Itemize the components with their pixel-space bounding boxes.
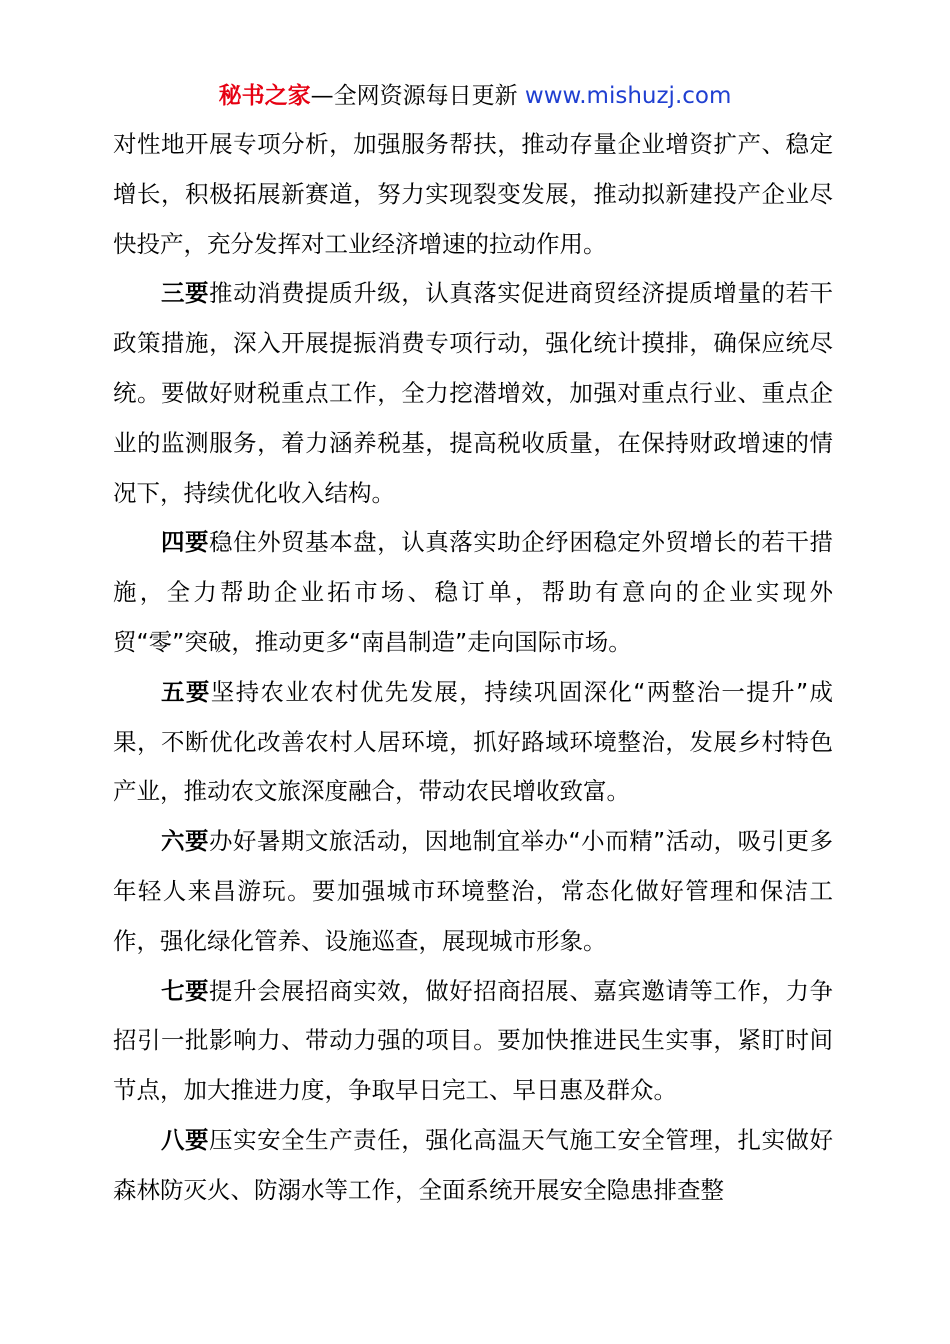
paragraph-lead: 六要 <box>161 827 209 856</box>
document-body <box>113 120 833 1216</box>
brand-name: 秘书之家 <box>218 83 311 109</box>
paragraph-text: 推动消费提质升级，认真落实促进商贸经济提质增量的若干政策措施，深入开展提振消费专项行动，强化统计摸排，确保应统尽统。要做好财税重点工作，全力挖潜增效，加强对重点行业、重点企业的监测服务，着力涵养税基，提高税收质量，在保持财政增速的情况下，持续优化收入结构。 <box>113 279 834 507</box>
paragraph-item-4 <box>113 518 833 667</box>
paragraph-lead: 四要 <box>161 528 210 557</box>
paragraph-text: 办好暑期文旅活动，因地制宜举办“小而精”活动，吸引更多年轻人来昌游玩。要加强城市环境整治，常态化做好管理和保洁工作，强化绿化管养、设施巡查，展现城市形象。 <box>113 827 834 955</box>
paragraph-text: 对性地开展专项分析，加强服务帮扶，推动存量企业增资扩产、稳定增长，积极拓展新赛道，努力实现裂变发展，推动拟新建投产企业尽快投产，充分发挥对工业经济增速的拉动作用。 <box>113 130 833 258</box>
paragraph-lead: 五要 <box>161 677 211 706</box>
paragraph-lead: 八要 <box>161 1125 210 1154</box>
paragraph-item-6 <box>113 817 833 966</box>
paragraph-text: 提升会展招商实效，做好招商招展、嘉宾邀请等工作，力争招引一批影响力、带动力强的项目。要加快推进民生实事，紧盯时间节点，加大推进力度，争取早日完工、早日惠及群众。 <box>113 976 834 1105</box>
paragraph-item-3 <box>113 269 833 518</box>
paragraph-item-8 <box>113 1116 833 1216</box>
paragraph-item-5 <box>113 668 833 817</box>
paragraph-text: 坚持农业农村优先发展，持续巩固深化“两整治一提升”成果，不断优化改善农村人居环境，抓好路域环境整治，发展乡村特色产业，推动农文旅深度融合，带动农民增收致富。 <box>113 677 833 806</box>
paragraph-text: 稳住外贸基本盘，认真落实助企纾困稳定外贸增长的若干措施，全力帮助企业拓市场、稳订单，帮助有意向的企业实现外贸“零”突破，推动更多“南昌制造”走向国际市场。 <box>113 528 834 656</box>
paragraph-text: 压实安全生产责任，强化高温天气施工安全管理，扎实做好森林防灭火、防溺水等工作，全面系统开展安全隐患排查整 <box>113 1125 834 1204</box>
site-header <box>0 80 950 112</box>
paragraph-item-7 <box>113 967 833 1116</box>
site-url-link[interactable]: www.mishuzj.com <box>524 83 732 109</box>
paragraph-lead: 三要 <box>161 279 210 308</box>
header-tagline: —全网资源每日更新 <box>310 83 525 109</box>
paragraph-lead: 七要 <box>161 976 210 1005</box>
paragraph-continuation <box>113 120 833 269</box>
